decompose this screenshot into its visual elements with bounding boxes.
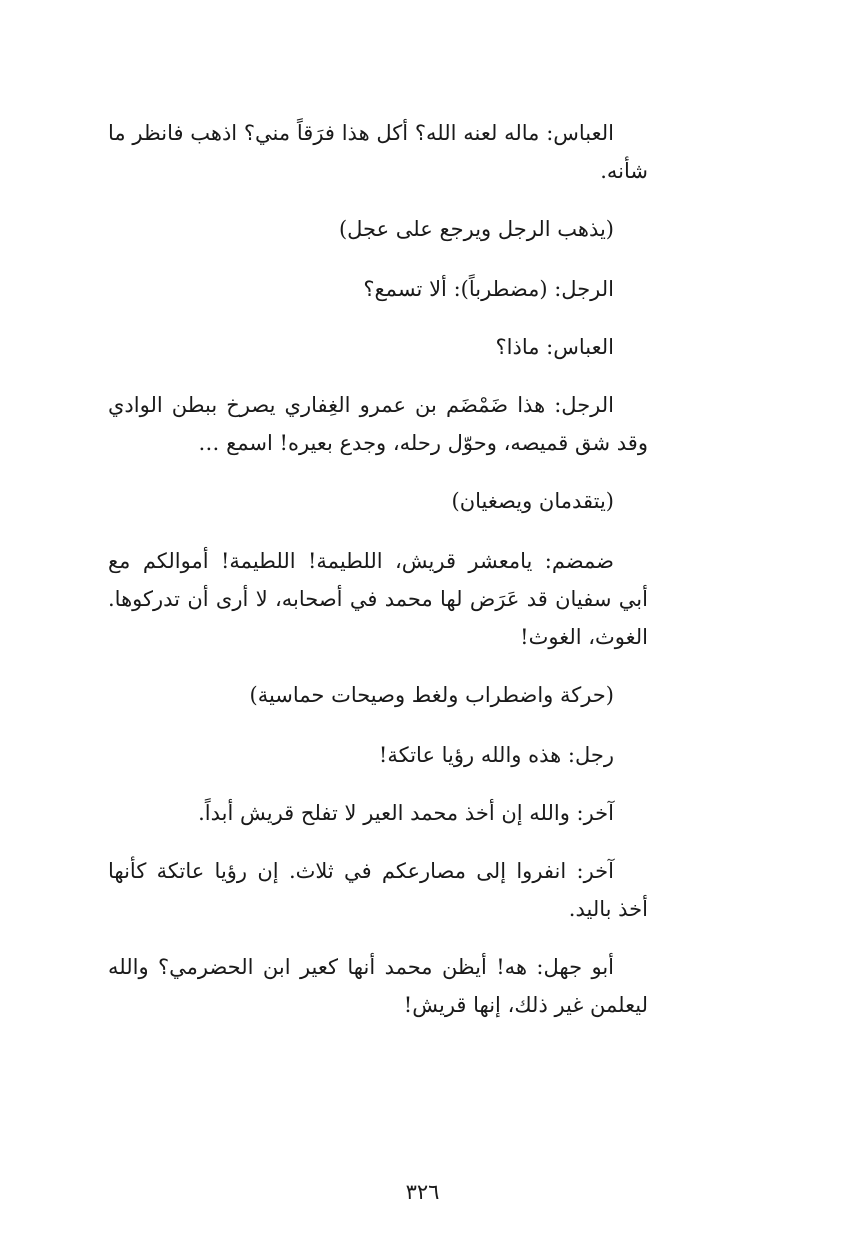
dialogue-damdam: ضمضم: يامعشر قريش، اللطيمة! اللطيمة! أموالكم مع أبي سفيان قد عَرَض لها محمد في أصحابه، لا أرى أن تدركوها. الغوث، الغوث! <box>108 549 648 649</box>
stage-direction-2: (يتقدمان ويصغيان) <box>451 489 614 513</box>
dialogue-man-1: الرجل: (مضطرباً): ألا تسمع؟ <box>363 277 614 301</box>
stage-direction-1: (يذهب الرجل ويرجع على عجل) <box>338 217 614 241</box>
dialogue-other-1: آخر: والله إن أخذ محمد العير لا تفلح قريش أبداً. <box>198 801 614 825</box>
page-text <box>108 114 648 1044</box>
dialogue-man-3: رجل: هذه والله رؤيا عاتكة! <box>378 743 614 767</box>
dialogue-other-2: آخر: انفروا إلى مصارعكم في ثلاث. إن رؤيا عاتكة كأنها أخذ باليد. <box>108 859 648 921</box>
stage-direction-3: (حركة واضطراب ولغط وصيحات حماسية) <box>249 683 614 707</box>
dialogue-abbas-2: العباس: ماذا؟ <box>495 335 614 359</box>
dialogue-man-2: الرجل: هذا ضَمْضَم بن عمرو الغِفاري يصرخ ببطن الوادي وقد شق قميصه، وحوّل رحله، وجدع بعيره! اسمع … <box>108 393 648 455</box>
dialogue-abu-jahl: أبو جهل: هه! أيظن محمد أنها كعير ابن الحضرمي؟ والله ليعلمن غير ذلك، إنها قريش! <box>108 955 648 1017</box>
dialogue-abbas-1: العباس: ماله لعنه الله؟ أكل هذا فرَقاً مني؟ اذهب فانظر ما شأنه. <box>108 121 648 183</box>
page-number: ٣٢٦ <box>405 1180 440 1204</box>
